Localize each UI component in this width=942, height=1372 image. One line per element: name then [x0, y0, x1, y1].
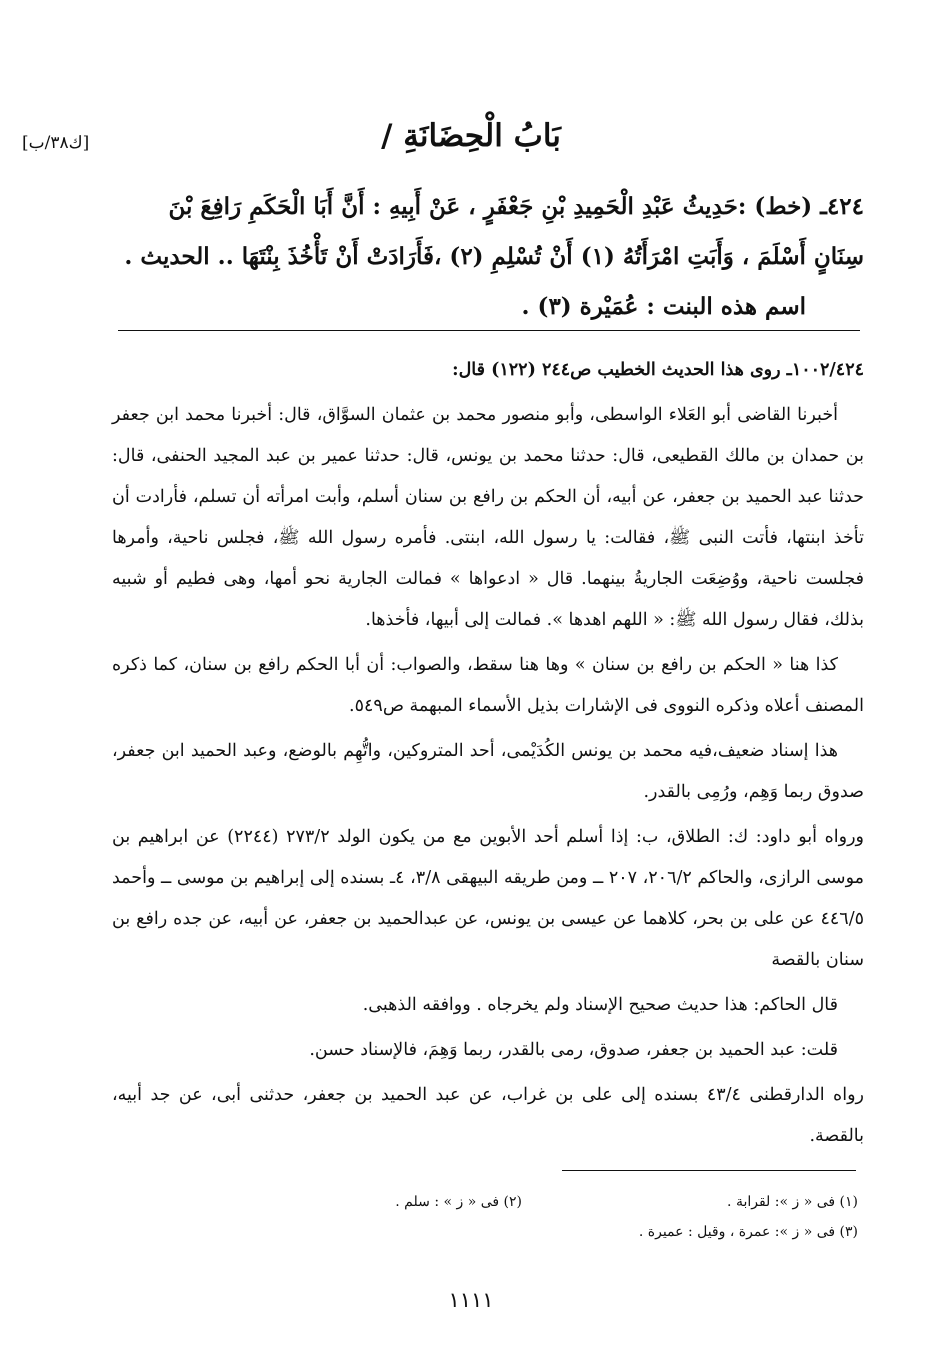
commentary-correction: كذا هنا « الحكم بن رافع بن سنان » وها هنا سقط، والصواب: أن أبا الحكم رافع بن سنان، كما ذكره المصنف أعلاه وذكره النووى فى الإشارات بذيل الأسماء المبهمة ص٥٤٩.: [112, 655, 864, 716]
entry-line-1: ٤٢٤ـ (خط) :حَدِيثُ عَبْدِ الْحَمِيدِ بْنِ جَعْفَرٍ ، عَنْ أَبِيهِ : أَنَّ أَبَا الْحَكَمِ رَافِعَ بْنَ: [168, 193, 864, 220]
commentary-hakim: قال الحاكم: هذا حديث صحيح الإسناد ولم يخرجاه . ووافقه الذهبى.: [362, 995, 838, 1015]
footnote-divider: [562, 1170, 856, 1171]
entry-line-3: اسم هذه البنت : عُمَيْرة (٣) .: [521, 293, 806, 320]
commentary: [112, 350, 864, 1161]
commentary-heading: ١٠٠٢/٤٢٤ـ روى هذا الحديث الخطيب ص٢٤٤ (١٢٢) قال:: [452, 360, 864, 380]
commentary-daraqutni: رواه الدارقطنى ٤٣/٤ بسنده إلى على بن غراب، عن عبد الحميد بن جعفر، حدثنى أبى، عن جد أبيه، بالقصة.: [112, 1085, 864, 1146]
chapter-title: بَابُ الْحِضَانَةِ /: [381, 118, 561, 154]
page-number: ١١١١: [448, 1288, 494, 1312]
manuscript-folio-reference: [ك٣٨/ب]: [22, 133, 90, 153]
footnote-1: (١) فى « ز »: لقرابة .: [727, 1194, 858, 1210]
entry-line-2: سِنَانٍ أَسْلَمَ ، وَأَبَتِ امْرَأَتُهُ (١) أَنْ تُسْلِمِ (٢) ،فَأَرَادَتْ أَنْ تَأْخُذَ بِنْتَهَا .. الحديث .: [124, 243, 864, 270]
footnote-3: (٣) فى « ز »: عمرة ، وقيل : عميرة .: [638, 1224, 858, 1240]
hadith-entry: [82, 182, 864, 332]
commentary-sources: ورواه أبو داود: ك: الطلاق، ب: إذا أسلم أحد الأبوين مع من يكون الولد ٢٧٣/٢ (٢٢٤٤) عن ابراهيم بن موسى الرازى، والحاكم ٢٠٦/٢، ٢٠٧ ــ ومن طريقه البيهقى ٣/٨، ٤ـ بسنده إلى إبراهيم بن موسى ــ وأحمد ٤٤٦/٥ عن على بن بحر، كلاهما عن عيسى بن يونس، عن عبدالحميد بن جعفر، عن أبيه، عن جده رافع بن سنان بالقصة: [112, 827, 864, 970]
footnote-2: (٢) فى « ز » : سلم .: [395, 1194, 522, 1210]
commentary-grading: هذا إسناد ضعيف،فيه محمد بن يونس الكُدَيْمى، أحد المتروكين، واتُّهِم بالوضع، وعبد الحميد ابن جعفر، صدوق ربما وَهِم، ورُمِى بالقدر.: [112, 741, 864, 802]
commentary-qultu: قلت: عبد الحميد بن جعفر، صدوق، رمى بالقدر، ربما وَهِمَ، فالإسناد حسن.: [309, 1040, 838, 1060]
commentary-isnad-text: أخبرنا القاضى أبو العَلاء الواسطى، وأبو منصور محمد بن عثمان السوَّاق، قال: أخبرنا محمد ابن جعفر بن حمدان بن مالك القطيعى، قال: حدثنا محمد بن يونس، قال: حدثنا عمير بن عبد المجيد الحنفى، قال: حدثنا عبد الحميد بن جعفر، عن أبيه، أن الحكم بن رافع بن سنان أسلم، وأبت امرأته أن تسلم، فأرادت أن تأخذ ابنتها، فأتت النبى ﷺ، فقالت: يا رسول الله، ابنتى. فأمره رسول الله ﷺ، فجلس ناحية، وأمرها فجلست ناحية، ووُضِعَت الجاريةُ بينهما. قال « ادعواها » فمالت الجارية نحو أمها، وهى فطيم أو شبيه بذلك، فقال رسول الله ﷺ: « اللهم اهدها ». فمالت إلى أبيها، فأخذها.: [112, 405, 864, 630]
main-divider: [118, 330, 860, 331]
